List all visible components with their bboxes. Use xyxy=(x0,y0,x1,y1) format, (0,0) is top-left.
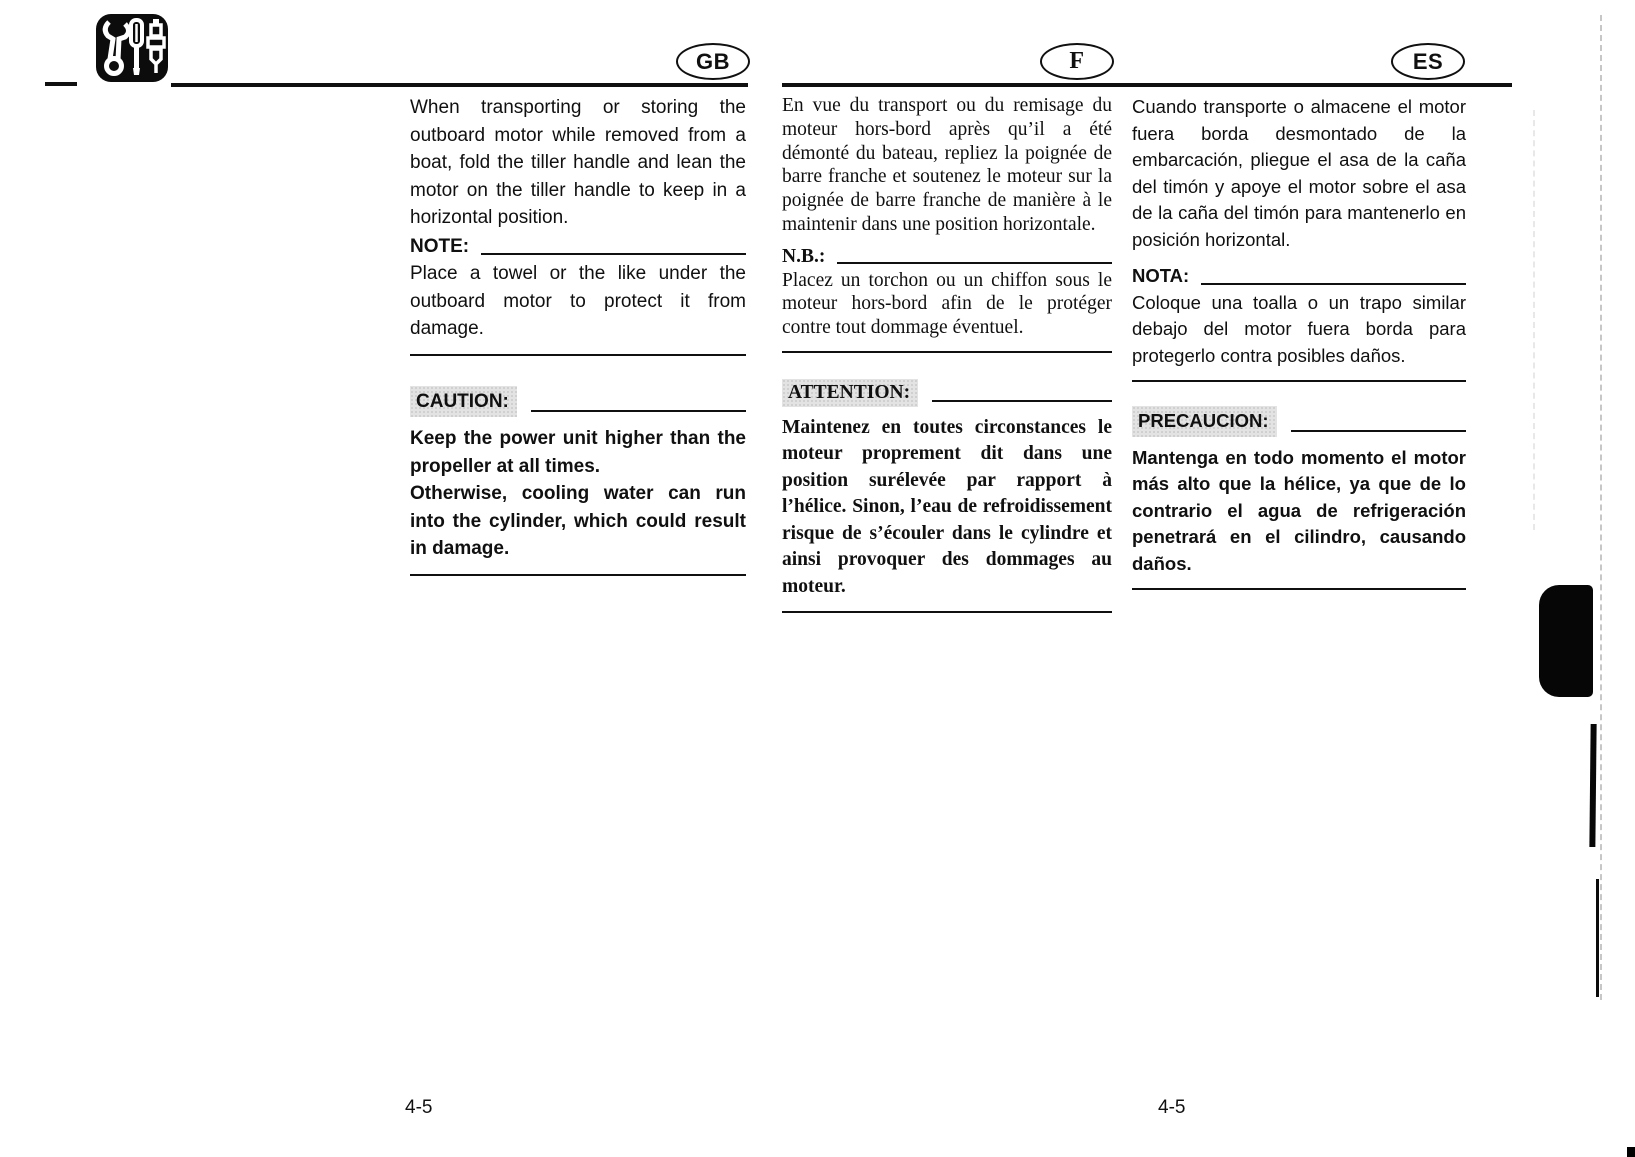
caution-text-line: Keep the power unit higher than the propeller at all times. xyxy=(410,428,746,477)
maintenance-tools-icon xyxy=(95,13,169,83)
caution-label: CAUTION: xyxy=(410,386,517,418)
caution-heading-row xyxy=(410,386,746,418)
caution-heading-rule xyxy=(932,400,1112,402)
language-badge-f xyxy=(1040,43,1114,80)
binding-mark xyxy=(1596,879,1599,997)
note-label: NOTE: xyxy=(410,235,470,257)
caution-heading-row xyxy=(782,379,1112,407)
note-text: Placez un torchon ou un chiffon sous le moteur hors-bord afin de le protéger contre tout dommage éventuel. xyxy=(782,269,1112,339)
note-end-rule xyxy=(1132,380,1466,382)
page-number-left: 4-5 xyxy=(405,1097,433,1118)
header-rule-left xyxy=(171,83,748,87)
binding-mark xyxy=(1589,724,1596,847)
intro-paragraph: When transporting or storing the outboard motor while removed from a boat, fold the tiller handle and lean the motor on the tiller handle to keep in a horizontal position. xyxy=(410,97,746,228)
column-spanish xyxy=(1132,94,1466,590)
note-heading-rule xyxy=(1201,283,1466,285)
page-number-right: 4-5 xyxy=(1158,1097,1186,1118)
caution-end-rule xyxy=(410,574,746,576)
note-heading-rule xyxy=(481,253,746,255)
caution-label: ATTENTION: xyxy=(782,379,918,407)
note-label: N.B.: xyxy=(782,245,826,267)
header-rule-right xyxy=(782,83,1512,87)
note-end-rule xyxy=(782,351,1112,353)
note-heading-row xyxy=(410,233,746,261)
note-text: Coloque una toalla o un trapo similar debajo del motor fuera borda para protegerlo contra posibles daños. xyxy=(1132,291,1466,366)
scan-artifact xyxy=(1533,110,1535,530)
header-rule-stub xyxy=(45,82,77,86)
caution-text-line: Maintenez en toutes circonstances le moteur proprement dit dans une position surélevée par rapport à l’hélice. Sinon, l’eau de refroidissement risque de s’écouler dans le cylindre et ainsi provoquer des dommages au moteur. xyxy=(782,416,1112,597)
scan-artifact xyxy=(1600,15,1602,1000)
section-thumb-tab xyxy=(1539,585,1593,697)
language-badge-es xyxy=(1391,43,1465,80)
scan-artifact xyxy=(1627,1147,1635,1157)
note-label: NOTA: xyxy=(1132,265,1190,286)
caution-label: PRECAUCION: xyxy=(1132,406,1277,437)
intro-paragraph: Cuando transporte o almacene el motor fuera borda desmontado de la embarcación, pliegue el asa de la caña del timón y apoye el motor sobre el asa de la caña del timón para mantenerlo en posición horizontal. xyxy=(1132,96,1466,250)
caution-heading-rule xyxy=(1291,430,1466,432)
badge-label: GB xyxy=(696,48,730,74)
caution-end-rule xyxy=(1132,588,1466,590)
caution-heading-rule xyxy=(531,410,746,412)
caution-text-line: Mantenga en todo momento el motor más alto que la hélice, ya que de lo contrario el agua de refrigeración penetrará en el cilindro, causando daños. xyxy=(1132,446,1466,574)
note-text: Place a towel or the like under the outboard motor to protect it from damage. xyxy=(410,263,746,339)
column-english xyxy=(410,94,746,576)
caution-end-rule xyxy=(782,611,1112,613)
language-badge-gb xyxy=(676,43,750,80)
column-french xyxy=(782,94,1112,613)
note-heading-row xyxy=(1132,263,1466,290)
intro-paragraph: En vue du transport ou du remisage du moteur hors-bord après qu’il a été démonté du bateau, repliez la poignée de barre franche et soutenez le moteur sur la poignée de barre franche de manière à le maintenir dans une position horizontale. xyxy=(782,95,1112,235)
badge-label: F xyxy=(1069,48,1085,74)
note-heading-rule xyxy=(837,262,1112,264)
caution-text-line: Otherwise, cooling water can run into the cylinder, which could result in damage. xyxy=(410,483,746,559)
note-heading-row xyxy=(782,245,1112,269)
badge-label: ES xyxy=(1412,48,1444,74)
caution-heading-row xyxy=(1132,406,1466,437)
note-end-rule xyxy=(410,354,746,356)
